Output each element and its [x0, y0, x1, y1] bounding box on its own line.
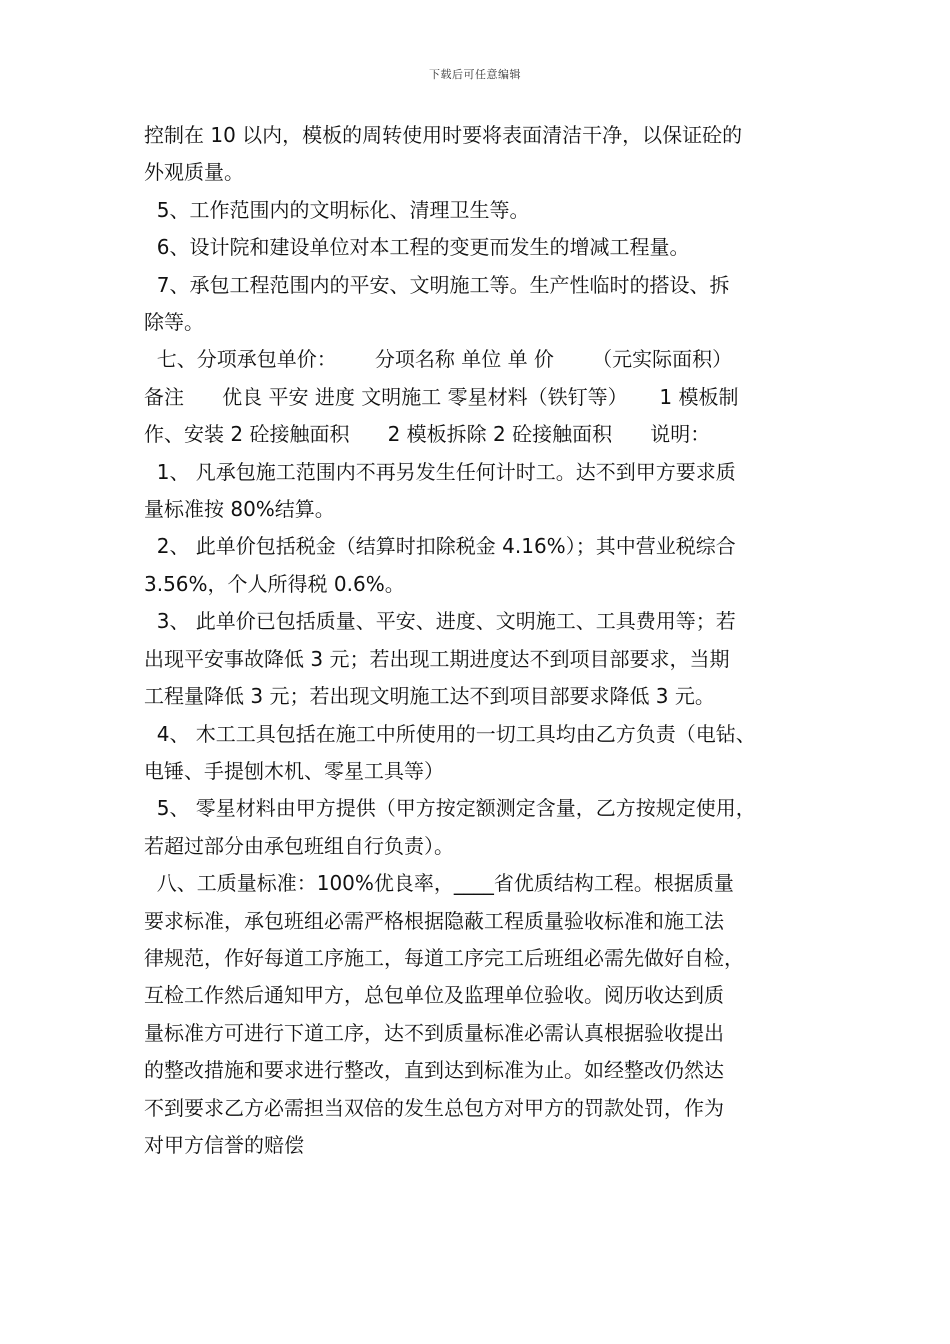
text-line: 量标准方可进行下道工序，达不到质量标准必需认真根据验收提出 [144, 1020, 724, 1045]
text-line: 量标准按 80%结算。 [144, 497, 335, 522]
text-line: 若超过部分由承包班组自行负责）。 [144, 833, 454, 858]
text-line: 电锤、手提刨木机、零星工具等） [144, 758, 444, 783]
text-line: 1、 凡承包施工范围内不再另发生任何计时工。达不到甲方要求质 [144, 459, 736, 484]
text-line: 控制在 10 以内，模板的周转使用时要将表面清洁干净，以保证砼的 [144, 123, 743, 147]
text-line: 工程量降低 3 元；若出现文明施工达不到项目部要求降低 3 元。 [144, 684, 715, 709]
text-line: 互检工作然后通知甲方，总包单位及监理单位验收。阅历收达到质 [144, 983, 724, 1008]
text-line: 要求标准，承包班组必需严格根据隐蔽工程质量验收标准和施工法 [144, 908, 724, 933]
text-line: 作、安装 2 砼接触面积 2 模板拆除 2 砼接触面积 说明： [144, 422, 711, 447]
text-line: 5、工作范围内的文明标化、清理卫生等。 [144, 197, 530, 222]
header-note: 下载后可任意编辑 [429, 68, 521, 81]
text-line: 七、分项承包单价： 分项名称 单位 单 价 （元实际面积） [144, 347, 733, 372]
text-line: 的整改措施和要求进行整改，直到达到标准为止。如经整改仍然达 [144, 1058, 724, 1083]
text-line: 不到要求乙方必需担当双倍的发生总包方对甲方的罚款处罚，作为 [144, 1095, 724, 1120]
text-line: 八、工质量标准：100%优良率，____省优质结构工程。根据质量 [144, 871, 734, 896]
text-line: 律规范，作好每道工序施工，每道工序完工后班组必需先做好自检， [144, 945, 744, 970]
text-line: 对甲方信誉的赔偿 [144, 1132, 304, 1157]
text-line: 2、 此单价包括税金（结算时扣除税金 4.16%）；其中营业税综合 [144, 534, 736, 559]
text-line: 7、承包工程范围内的平安、文明施工等。生产性临时的搭设、拆 [144, 272, 730, 297]
text-line: 出现平安事故降低 3 元；若出现工期进度达不到项目部要求，当期 [144, 646, 730, 671]
text-line: 4、 木工工具包括在施工中所使用的一切工具均由乙方负责（电钻、 [144, 721, 756, 746]
document-body [144, 117, 816, 1164]
text-line: 3.56%，个人所得税 0.6%。 [144, 571, 405, 596]
text-line: 5、 零星材料由甲方提供（甲方按定额测定含量，乙方按规定使用， [144, 796, 756, 821]
text-line: 6、设计院和建设单位对本工程的变更而发生的增减工程量。 [144, 235, 690, 260]
text-line: 外观质量。 [144, 160, 244, 185]
text-line: 除等。 [144, 310, 204, 335]
text-line: 备注 优良 平安 进度 文明施工 零星材料（铁钉等） 1 模板制 [144, 384, 739, 409]
text-line: 3、 此单价已包括质量、平安、进度、文明施工、工具费用等；若 [144, 609, 736, 634]
